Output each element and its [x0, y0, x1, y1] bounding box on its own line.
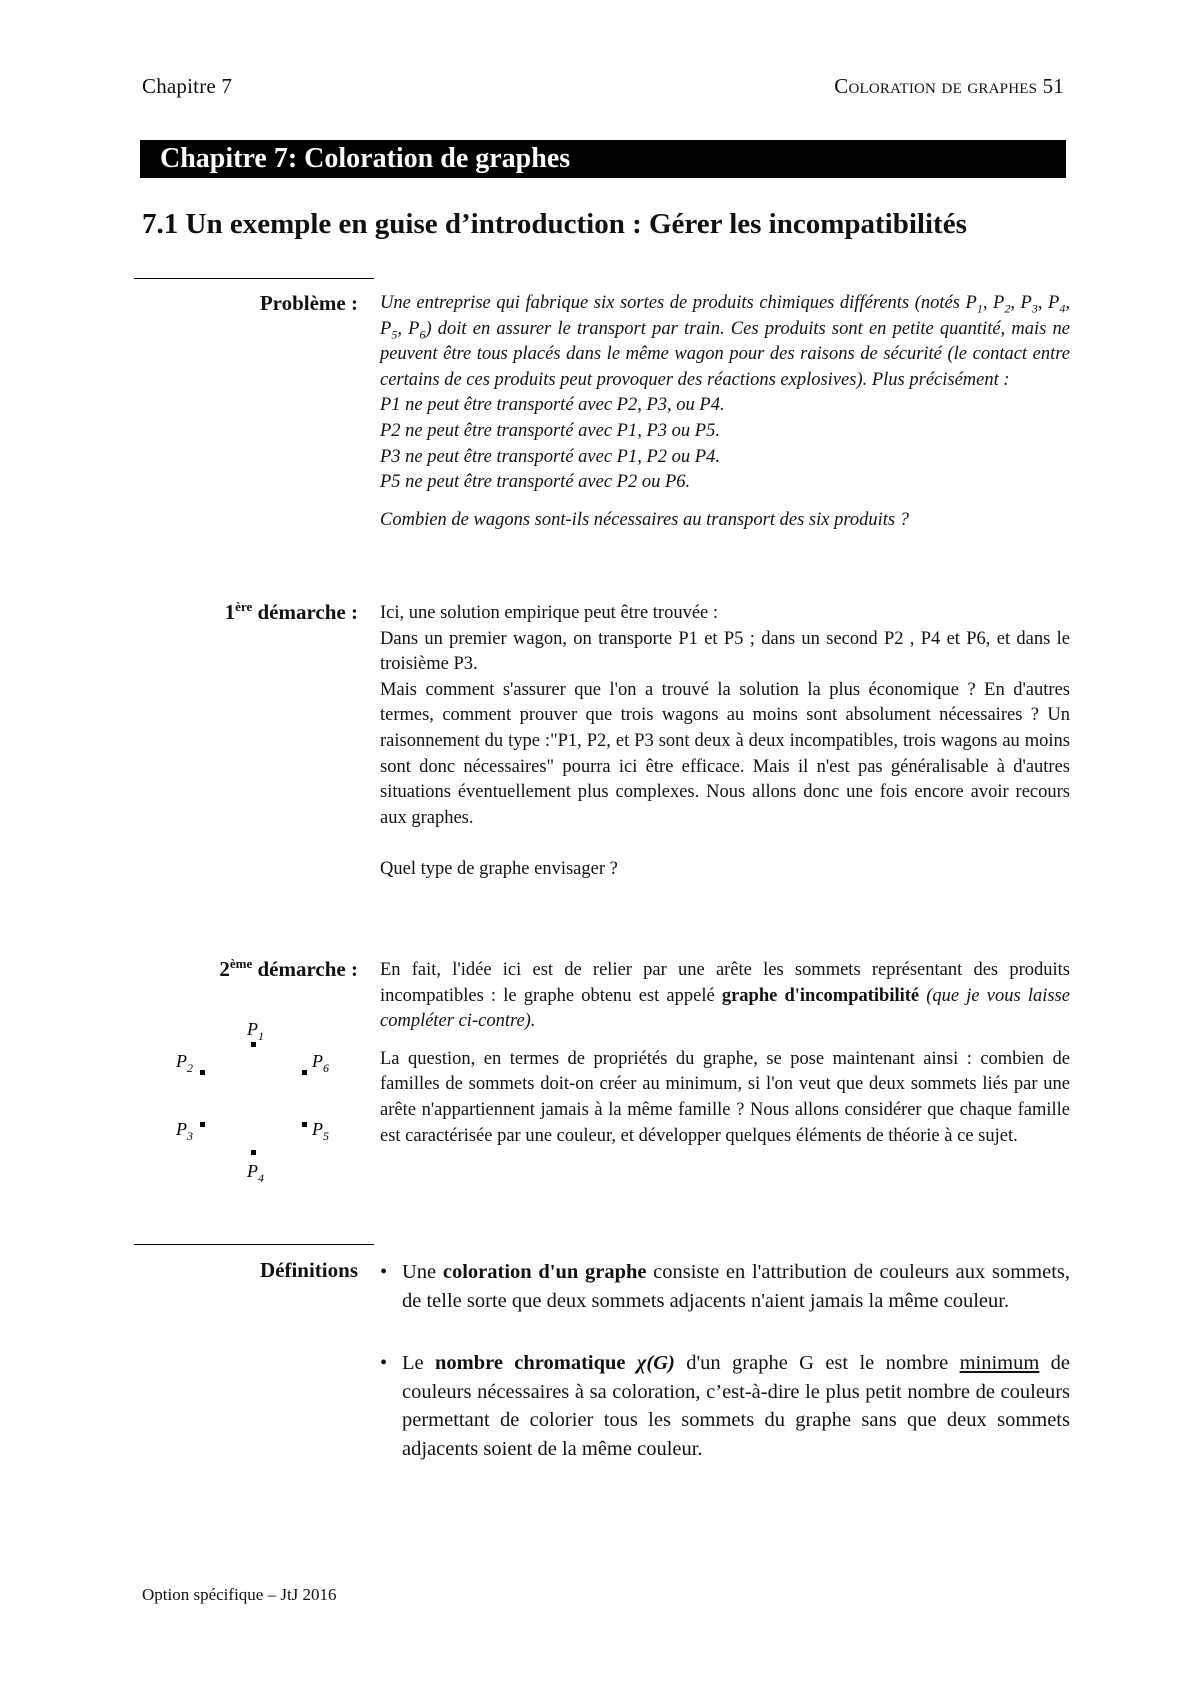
divider-rule-2: [134, 1244, 374, 1245]
section-title: 7.1 Un exemple en guise d’introduction : Gérer les incompatibilités: [142, 208, 967, 240]
footer: Option spécifique – JtJ 2016: [142, 1585, 337, 1604]
bullet-icon: •: [380, 1261, 388, 1283]
vertex-p3: [200, 1122, 205, 1127]
running-title: Coloration de graphes: [834, 74, 1038, 98]
chapter-banner: Chapitre 7: Coloration de graphes: [140, 140, 1066, 178]
bullet-icon: •: [380, 1352, 388, 1374]
vertex-p6: [302, 1070, 307, 1075]
probleme-question: Combien de wagons sont-ils nécessaires au transport des six produits ?: [380, 509, 909, 530]
probleme-rule-3: P3 ne peut être transporté avec P1, P2 ou P4.: [380, 446, 720, 467]
definitions-list: [380, 1258, 1070, 1463]
definitions-label: Définitions: [259, 1258, 358, 1282]
probleme-rule-1: P1 ne peut être transporté avec P2, P3, ou P4.: [380, 395, 725, 416]
chapter-label: Chapitre 7: [142, 74, 233, 98]
demarche2-p1: En fait, l'idée ici est de relier par une arête les sommets représentant des produits incompatibles : le graphe obtenu est appelé graphe d'incompatibilité (que je vous laisse compléter ci-contre).: [380, 960, 1070, 1032]
demarche2-text: [380, 958, 1070, 1149]
definition-coloration: • Une coloration d'un graphe consiste en l'attribution de couleurs aux sommets, de telle sorte que deux sommets adjacents n'aient jamais la même couleur.: [380, 1258, 1070, 1315]
probleme-rule-2: P2 ne peut être transporté avec P1, P3 ou P5.: [380, 420, 720, 441]
demarche1-p2: Dans un premier wagon, on transporte P1 et P5 ; dans un second P2 , P4 et P6, et dans le troisième P3.: [380, 628, 1070, 675]
vertex-label-p4: $P_4$: [247, 1161, 264, 1185]
demarche1-label: 1ère démarche :: [224, 599, 358, 624]
vertex-label-p5: $P_5$: [312, 1119, 329, 1143]
chromatic-symbol: χ(G): [636, 1352, 675, 1374]
vertex-label-p2: $P_2$: [176, 1051, 193, 1075]
vertex-label-p1: $P_1$: [247, 1019, 264, 1043]
probleme-text: [380, 291, 1070, 533]
vertex-p1: [251, 1042, 256, 1047]
probleme-label: Problème :: [259, 291, 358, 315]
demarche1-p4: Quel type de graphe envisager ?: [380, 859, 618, 880]
probleme-rule-4: P5 ne peut être transporté avec P2 ou P6.: [380, 472, 691, 493]
demarche2-p2: La question, en termes de propriétés du graphe, se pose maintenant ainsi : combien de familles de sommets doit-on créer au minimum, si l'on veut que deux sommets liés par une arête n'appartiennent jamais à la même famille ? Nous allons considérer que chaque famille est caractérisée par une couleur, et développer quelques éléments de théorie à ce sujet.: [380, 1048, 1070, 1146]
running-header-right: [834, 74, 1064, 99]
incompatibility-graph: [160, 1005, 380, 1215]
vertex-p4: [251, 1150, 256, 1155]
vertex-p5: [302, 1122, 307, 1127]
demarche1-text: [380, 601, 1070, 883]
vertex-p2: [200, 1070, 205, 1075]
graph-svg: [160, 1005, 380, 1215]
page-number: 51: [1042, 74, 1064, 98]
running-header-left: [142, 74, 232, 99]
vertex-label-p3: $P_3$: [176, 1119, 193, 1143]
definition-chromatic-number: • Le nombre chromatique χ(G) d'un graphe G est le nombre minimum de couleurs nécessaires à sa coloration, c’est-à-dire le plus petit nombre de couleurs permettant de colorier tous les sommets du graphe sans que deux sommets adjacents soient de la même couleur.: [380, 1349, 1070, 1463]
demarche1-p3: Mais comment s'assurer que l'on a trouvé la solution la plus économique ? En d'autres termes, comment prouver que trois wagons au moins sont absolument nécessaires ? Un raisonnement du type :"P1, P2, et P3 sont deux à deux incompatibles, trois wagons au moins sont donc nécessaires" pourra ici être efficace. Mais il n'est pas généralisable à d'autres situations éventuellement plus complexes. Nous allons donc une fois encore avoir recours aux graphes.: [380, 679, 1070, 828]
demarche2-label: 2ème démarche :: [219, 956, 358, 981]
probleme-paragraph: Une entreprise qui fabrique six sortes de produits chimiques différents (notés $P_1$, $P_2$, $P_3$, $P_4$, $P_5$, $P_6$) doit en assurer le transport par train. Ces produits sont en petite quantité, mais ne peuvent être tous placés dans le même wagon pour des raisons de sécurité (le contact entre certains de ces produits peut provoquer des réactions explosives). Plus précisément :: [380, 293, 1070, 390]
vertex-label-p6: $P_6$: [312, 1051, 329, 1075]
demarche1-p1: Ici, une solution empirique peut être trouvée :: [380, 603, 719, 623]
divider-rule: [134, 278, 374, 279]
